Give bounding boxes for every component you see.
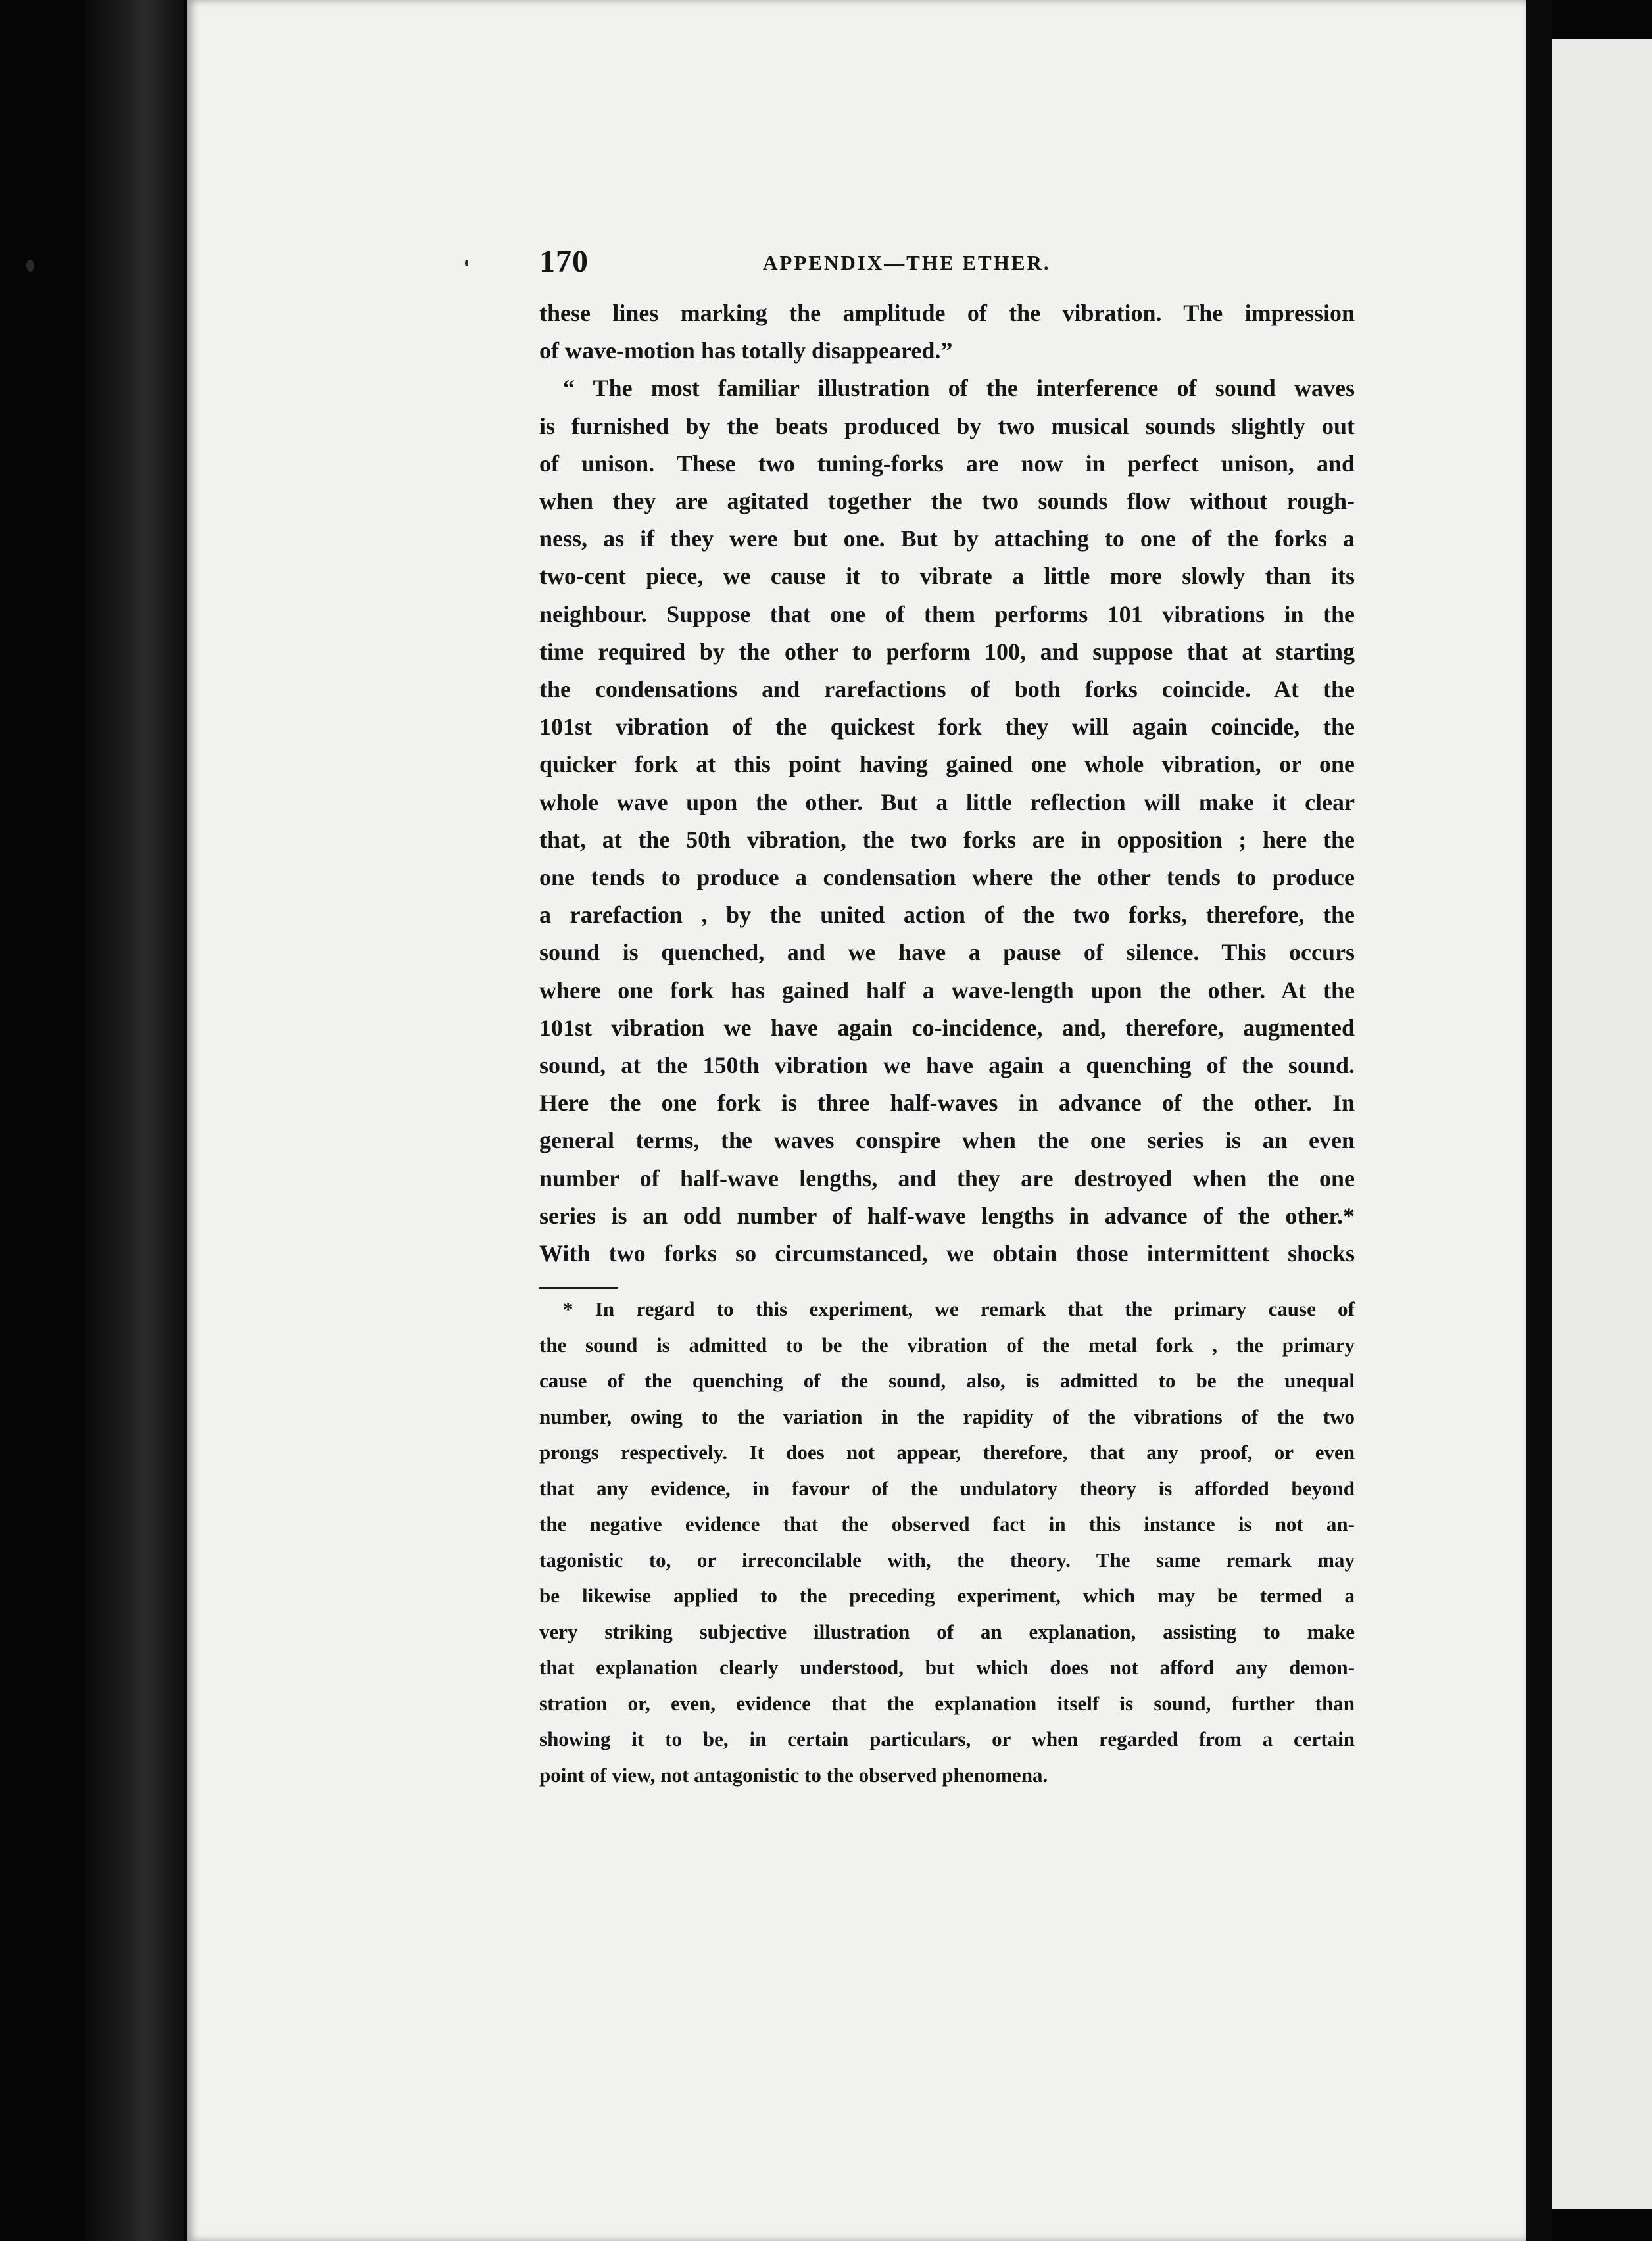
footnote-line: stration or, even, evidence that the explanation itself is sound, further than: [539, 1691, 1355, 1715]
footnote-line: be likewise applied to the preceding experiment, which may be termed a: [539, 1584, 1355, 1608]
book-binding: [85, 0, 184, 2241]
footnote-line: the sound is admitted to be the vibration of the metal fork , the primary: [539, 1333, 1355, 1357]
body-line: two-cent piece, we cause it to vibrate a little more slowly than its: [539, 563, 1355, 590]
body-line: Here the one fork is three half-waves in advance of the other. In: [539, 1090, 1355, 1117]
footnote-rule: [539, 1287, 618, 1289]
footnote-line: * In regard to this experiment, we remark that the primary cause of: [563, 1297, 1355, 1321]
footnote-line: very striking subjective illustration of an explanation, assisting to make: [539, 1620, 1355, 1643]
dust-speck: [465, 260, 468, 266]
body-line: where one fork has gained half a wave-length upon the other. At the: [539, 976, 1355, 1003]
footnote-line: prongs respectively. It does not appear, therefore, that any proof, or even: [539, 1441, 1355, 1464]
body-line: series is an odd number of half-wave lengths in advance of the other.*: [539, 1202, 1355, 1229]
body-line: these lines marking the amplitude of the vibration. The impression: [539, 300, 1355, 326]
body-line: whole wave upon the other. But a little reflection will make it clear: [539, 788, 1355, 815]
body-line: that, at the 50th vibration, the two forks are in opposition ; here the: [539, 826, 1355, 853]
body-line: 101st vibration we have again co-incidence, and, therefore, augmented: [539, 1014, 1355, 1041]
body-line: 101st vibration of the quickest fork they will again coincide, the: [539, 713, 1355, 740]
body-line: one tends to produce a condensation where the other tends to produce: [539, 864, 1355, 891]
body-line: time required by the other to perform 100, and suppose that at starting: [539, 638, 1355, 665]
body-line: sound, at the 150th vibration we have again a quenching of the sound.: [539, 1052, 1355, 1079]
body-line: With two forks so circumstanced, we obtain those intermittent shocks: [539, 1240, 1355, 1267]
footnote-line: showing it to be, in certain particulars, or when regarded from a certain: [539, 1727, 1355, 1751]
page-gutter: [1526, 0, 1552, 2241]
body-line: neighbour. Suppose that one of them performs 101 vibrations in the: [539, 600, 1355, 627]
body-line: a rarefaction , by the united action of the two forks, therefore, the: [539, 902, 1355, 928]
body-line: is furnished by the beats produced by two musical sounds slightly out: [539, 412, 1355, 439]
facing-page-edge: [1552, 39, 1652, 2209]
text-block: [539, 243, 1355, 1793]
body-line: general terms, the waves conspire when the one series is an even: [539, 1127, 1355, 1154]
footnote-line: that explanation clearly understood, but which does not afford any demon-: [539, 1656, 1355, 1679]
dust-speck: [26, 260, 34, 272]
footnote-line: tagonistic to, or irreconcilable with, the theory. The same remark may: [539, 1548, 1355, 1572]
body-line: “ The most familiar illustration of the interference of sound waves: [563, 375, 1355, 402]
body-line: of wave-motion has totally disappeared.”: [539, 337, 953, 364]
page-number: 170: [539, 244, 589, 279]
footnote-line: point of view, not antagonistic to the observed phenomena.: [539, 1763, 1048, 1787]
body-line: sound is quenched, and we have a pause of silence. This occurs: [539, 939, 1355, 966]
footnote-line: cause of the quenching of the sound, also, is admitted to be the unequal: [539, 1369, 1355, 1393]
footnote: [539, 1291, 1355, 1793]
body-line: number of half-wave lengths, and they are destroyed when the one: [539, 1165, 1355, 1192]
body-line: when they are agitated together the two sounds flow without rough-: [539, 488, 1355, 515]
body-line: of unison. These two tuning-forks are now in perfect unison, and: [539, 450, 1355, 477]
body-line: quicker fork at this point having gained one whole vibration, or one: [539, 751, 1355, 778]
footnote-line: that any evidence, in favour of the undulatory theory is afforded beyond: [539, 1476, 1355, 1500]
footnote-line: the negative evidence that the observed fact in this instance is not an-: [539, 1512, 1355, 1536]
footnote-line: number, owing to the variation in the rapidity of the vibrations of the two: [539, 1405, 1355, 1428]
body-line: ness, as if they were but one. But by attaching to one of the forks a: [539, 525, 1355, 552]
running-head: [539, 243, 1355, 283]
body-line: the condensations and rarefactions of both forks coincide. At the: [539, 676, 1355, 703]
running-title: APPENDIX—THE ETHER.: [763, 251, 1051, 274]
body-text: [539, 295, 1355, 1272]
